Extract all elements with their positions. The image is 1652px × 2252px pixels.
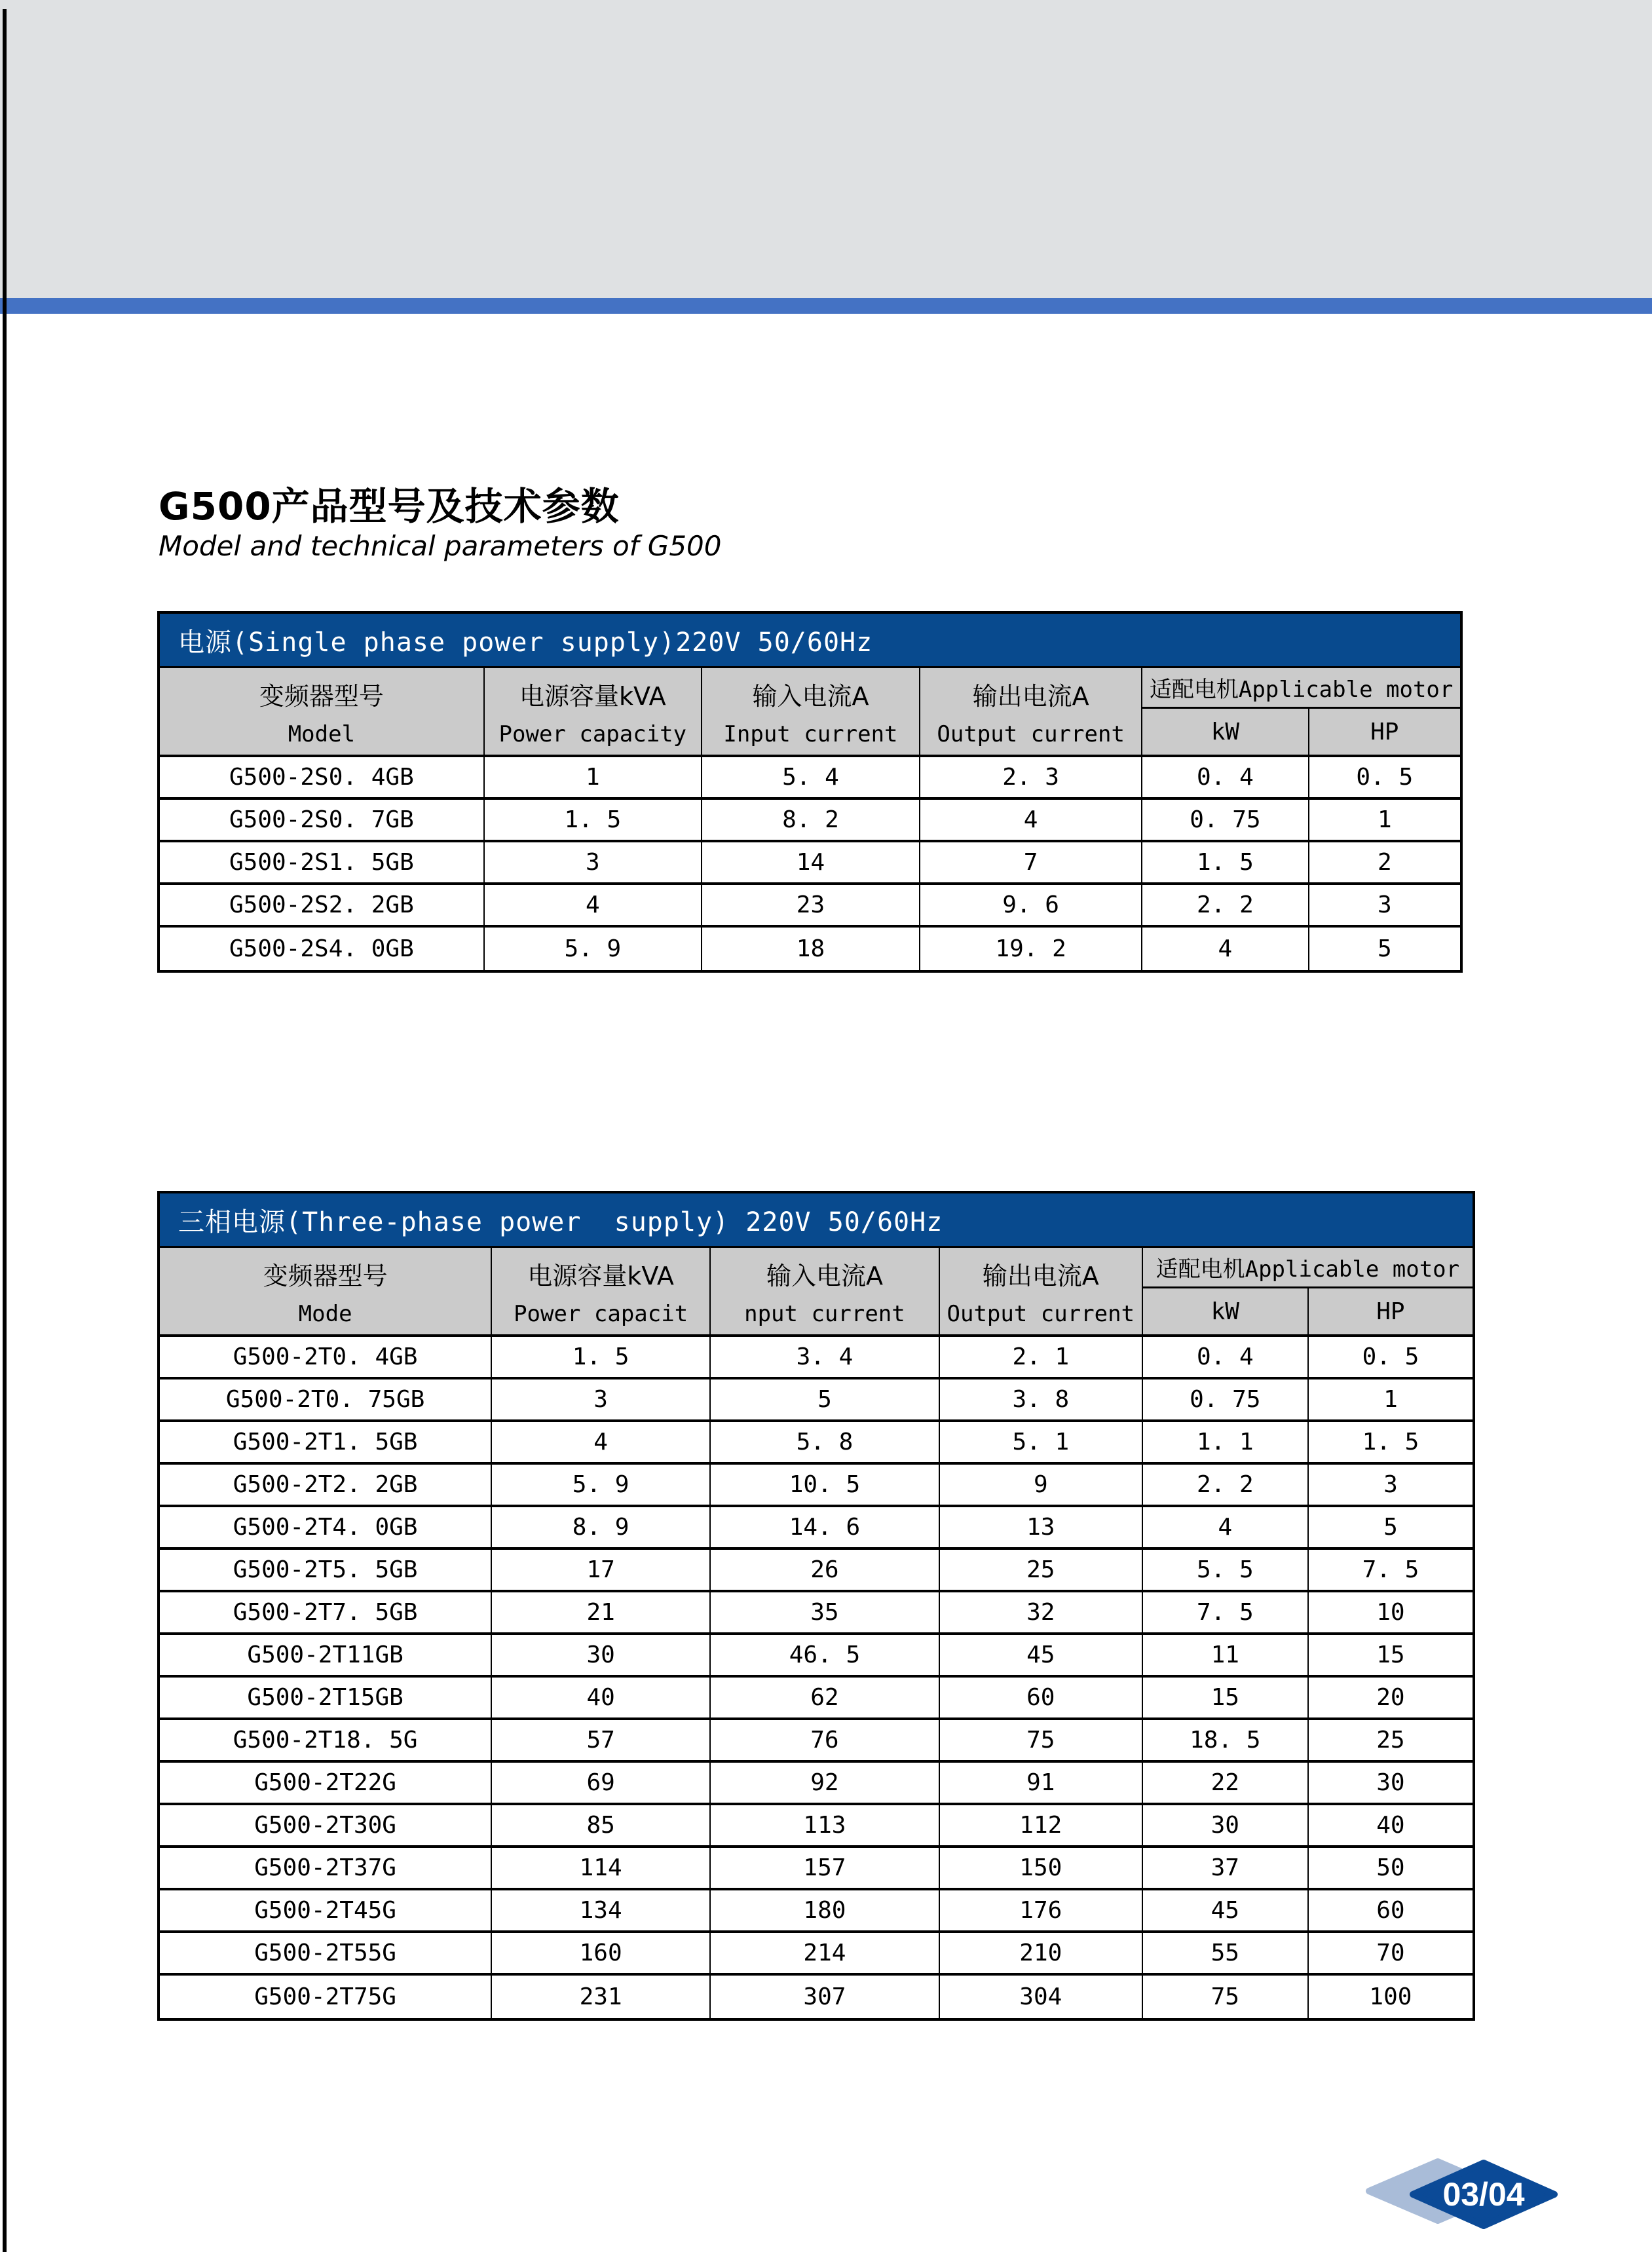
header-capacity-cn: 电源容量kVA — [519, 681, 666, 711]
table-cell: 150 — [940, 1848, 1143, 1888]
header-motor-units — [1143, 1288, 1473, 1334]
table-cell: G500-2T0. 4GB — [160, 1337, 492, 1377]
table-cell: 10. 5 — [711, 1465, 940, 1505]
header-capacity-en: Power capacit — [514, 1300, 688, 1327]
header-motor-units — [1142, 709, 1460, 755]
table-cell: 37 — [1143, 1848, 1309, 1888]
table-cell: 3. 4 — [711, 1337, 940, 1377]
table-cell: 21 — [492, 1592, 711, 1632]
table-cell: 307 — [711, 1976, 940, 2018]
table-cell: 3 — [1377, 891, 1392, 918]
table-cell: 5. 4 — [702, 757, 920, 797]
header-model-en: Model — [288, 721, 356, 747]
table-row — [160, 1337, 1473, 1379]
table-cell: 5. 9 — [485, 928, 702, 970]
table-cell: G500-2S4. 0GB — [160, 928, 485, 970]
table-cell: 15 — [1143, 1678, 1309, 1717]
table-cell: 60 — [940, 1678, 1143, 1717]
table-cell: 1 — [1383, 1386, 1398, 1413]
table-cell: 30 — [1376, 1769, 1405, 1796]
header-output-en: Output current — [947, 1300, 1135, 1327]
table-cell: 210 — [940, 1933, 1143, 1973]
single-phase-band: 电源(Single phase power supply)220V 50/60Hz — [160, 614, 1460, 666]
table-row — [160, 1465, 1473, 1507]
single-phase-header-row — [160, 666, 1460, 757]
table-cell: 231 — [492, 1976, 711, 2018]
table-cell: G500-2T11GB — [160, 1635, 492, 1675]
table-cell: 1. 5 — [485, 800, 702, 840]
header-motor-label: 适配电机Applicable motor — [1143, 1248, 1473, 1288]
table-cell: 9. 6 — [920, 885, 1142, 925]
table-cell: 57 — [492, 1720, 711, 1760]
table-cell: 5. 9 — [492, 1465, 711, 1505]
blue-divider-line — [0, 298, 1652, 314]
table-cell: 5 — [711, 1379, 940, 1419]
table-cell: 160 — [492, 1933, 711, 1973]
table-row — [160, 1890, 1473, 1933]
table-row — [160, 1805, 1473, 1848]
table-cell: 5. 5 — [1143, 1550, 1309, 1590]
header-hp: HP — [1376, 1298, 1405, 1325]
table-cell: 92 — [711, 1763, 940, 1803]
page-title: G500产品型号及技术参数 — [159, 484, 620, 529]
table-cell: 30 — [492, 1635, 711, 1675]
table-cell: G500-2S2. 2GB — [160, 885, 485, 925]
table-cell: G500-2T1. 5GB — [160, 1422, 492, 1462]
table-row — [160, 1592, 1473, 1635]
table-cell: 18 — [702, 928, 920, 970]
table-cell: G500-2T0. 75GB — [160, 1379, 492, 1419]
table-row — [160, 885, 1460, 928]
table-cell: 3 — [1383, 1471, 1398, 1498]
table-cell: 8. 2 — [702, 800, 920, 840]
table-cell: 69 — [492, 1763, 711, 1803]
three-phase-table — [157, 1191, 1475, 2021]
table-cell: 1 — [1377, 806, 1392, 833]
header-model-cn: 变频器型号 — [263, 1261, 388, 1290]
table-cell: 45 — [1143, 1890, 1309, 1930]
table-cell: 60 — [1376, 1897, 1405, 1924]
header-model-en: Mode — [298, 1300, 352, 1327]
header-hp: HP — [1370, 718, 1399, 745]
table-row — [160, 1379, 1473, 1422]
table-cell: 304 — [940, 1976, 1143, 2018]
table-cell: G500-2T45G — [160, 1890, 492, 1930]
table-row — [160, 800, 1460, 842]
table-cell: 17 — [492, 1550, 711, 1590]
header-kw: kW — [1142, 709, 1309, 755]
table-cell: 75 — [1143, 1976, 1309, 2018]
table-cell: G500-2S0. 7GB — [160, 800, 485, 840]
table-cell: G500-2T37G — [160, 1848, 492, 1888]
table-cell: 134 — [492, 1890, 711, 1930]
header-motor-label: 适配电机Applicable motor — [1142, 668, 1460, 709]
table-cell: 4 — [1142, 928, 1309, 970]
table-cell: 2. 3 — [920, 757, 1142, 797]
table-row — [160, 842, 1460, 885]
header-output-en: Output current — [937, 721, 1125, 747]
table-cell: 15 — [1376, 1642, 1405, 1668]
table-row — [160, 757, 1460, 800]
table-cell: 7. 5 — [1362, 1556, 1419, 1583]
table-cell: 4 — [920, 800, 1142, 840]
three-phase-header-row — [160, 1246, 1473, 1337]
table-cell: 18. 5 — [1143, 1720, 1309, 1760]
table-cell: 113 — [711, 1805, 940, 1845]
table-cell: 25 — [1376, 1727, 1405, 1754]
table-row — [160, 1550, 1473, 1592]
table-cell: 2 — [1377, 849, 1392, 876]
table-cell: 1. 1 — [1143, 1422, 1309, 1462]
table-cell: 4 — [1143, 1507, 1309, 1547]
table-cell: 0. 5 — [1362, 1343, 1419, 1370]
table-cell: G500-2T4. 0GB — [160, 1507, 492, 1547]
table-cell: 7 — [920, 842, 1142, 882]
page-subtitle: Model and technical parameters of G500 — [159, 529, 722, 562]
table-cell: 5 — [1377, 935, 1392, 962]
table-cell: 22 — [1143, 1763, 1309, 1803]
table-cell: 0. 4 — [1143, 1337, 1309, 1377]
header-applicable-motor — [1142, 668, 1460, 755]
table-row — [160, 1848, 1473, 1890]
table-cell: 157 — [711, 1848, 940, 1888]
table-cell: 9 — [940, 1465, 1143, 1505]
table-cell: G500-2T5. 5GB — [160, 1550, 492, 1590]
table-cell: G500-2T7. 5GB — [160, 1592, 492, 1632]
table-cell: 176 — [940, 1890, 1143, 1930]
table-cell: 4 — [492, 1422, 711, 1462]
page-number-text: 03/04 — [1442, 2176, 1525, 2213]
header-output-current — [940, 1248, 1143, 1334]
table-cell: 114 — [492, 1848, 711, 1888]
header-capacity-en: Power capacity — [498, 721, 687, 747]
table-cell: 1. 5 — [1142, 842, 1309, 882]
table-cell: G500-2T15GB — [160, 1678, 492, 1717]
table-cell: 1. 5 — [1362, 1429, 1419, 1455]
three-phase-band: 三相电源(Three-phase power supply) 220V 50/60Hz — [160, 1193, 1473, 1246]
table-cell: 8. 9 — [492, 1507, 711, 1547]
header-applicable-motor — [1143, 1248, 1473, 1334]
header-input-cn: 输入电流A — [766, 1261, 883, 1290]
table-cell: 91 — [940, 1763, 1143, 1803]
page-number-badge — [1346, 2158, 1569, 2231]
table-cell: 32 — [940, 1592, 1143, 1632]
header-model — [160, 1248, 492, 1334]
table-row — [160, 1678, 1473, 1720]
single-phase-table — [157, 611, 1463, 973]
header-input-current — [711, 1248, 940, 1334]
table-row — [160, 1422, 1473, 1465]
table-cell: 20 — [1376, 1684, 1405, 1711]
table-row — [160, 1635, 1473, 1678]
table-cell: 0. 75 — [1142, 800, 1309, 840]
table-cell: 40 — [1376, 1812, 1405, 1839]
header-capacity — [485, 668, 702, 755]
header-output-cn: 输出电流A — [982, 1261, 1099, 1290]
table-cell: 55 — [1143, 1933, 1309, 1973]
table-cell: 4 — [485, 885, 702, 925]
header-model-cn: 变频器型号 — [259, 681, 384, 711]
table-row — [160, 1720, 1473, 1763]
table-cell: 0. 4 — [1142, 757, 1309, 797]
header-input-en: Input current — [723, 721, 898, 747]
single-phase-rows — [160, 757, 1460, 970]
table-cell: 75 — [940, 1720, 1143, 1760]
table-cell: 62 — [711, 1678, 940, 1717]
table-cell: 2. 2 — [1143, 1465, 1309, 1505]
header-output-cn: 输出电流A — [972, 681, 1089, 711]
table-cell: 11 — [1143, 1635, 1309, 1675]
table-cell: 25 — [940, 1550, 1143, 1590]
table-cell: G500-2T75G — [160, 1976, 492, 2018]
table-cell: 85 — [492, 1805, 711, 1845]
table-row — [160, 928, 1460, 970]
table-cell: 5 — [1383, 1514, 1398, 1541]
table-cell: G500-2S0. 4GB — [160, 757, 485, 797]
table-cell: 2. 1 — [940, 1337, 1143, 1377]
header-capacity — [492, 1248, 711, 1334]
table-cell: 76 — [711, 1720, 940, 1760]
table-cell: 26 — [711, 1550, 940, 1590]
table-cell: G500-2T55G — [160, 1933, 492, 1973]
table-cell: G500-2T18. 5G — [160, 1720, 492, 1760]
table-cell: 5. 8 — [711, 1422, 940, 1462]
table-cell: 0. 5 — [1356, 764, 1414, 791]
table-cell: 2. 2 — [1142, 885, 1309, 925]
header-input-en: nput current — [744, 1300, 905, 1327]
header-input-cn: 输入电流A — [752, 681, 869, 711]
header-output-current — [920, 668, 1142, 755]
table-cell: 1 — [485, 757, 702, 797]
table-row — [160, 1507, 1473, 1550]
table-cell: 180 — [711, 1890, 940, 1930]
table-cell: 3 — [492, 1379, 711, 1419]
table-cell: 30 — [1143, 1805, 1309, 1845]
table-cell: G500-2T30G — [160, 1805, 492, 1845]
table-cell: 112 — [940, 1805, 1143, 1845]
table-cell: 14 — [702, 842, 920, 882]
table-cell: G500-2T22G — [160, 1763, 492, 1803]
table-row — [160, 1763, 1473, 1805]
table-cell: 3 — [485, 842, 702, 882]
table-cell: 40 — [492, 1678, 711, 1717]
header-model — [160, 668, 485, 755]
table-cell: G500-2T2. 2GB — [160, 1465, 492, 1505]
title-block — [159, 486, 721, 562]
table-cell: 23 — [702, 885, 920, 925]
header-input-current — [702, 668, 920, 755]
table-cell: 5. 1 — [940, 1422, 1143, 1462]
table-cell: 7. 5 — [1143, 1592, 1309, 1632]
table-row — [160, 1976, 1473, 2018]
table-cell: 1. 5 — [492, 1337, 711, 1377]
table-cell: 0. 75 — [1143, 1379, 1309, 1419]
header-capacity-cn: 电源容量kVA — [527, 1261, 674, 1290]
table-cell: 13 — [940, 1507, 1143, 1547]
table-row — [160, 1933, 1473, 1976]
table-cell: 35 — [711, 1592, 940, 1632]
table-cell: G500-2S1. 5GB — [160, 842, 485, 882]
table-cell: 19. 2 — [920, 928, 1142, 970]
left-margin-rule — [3, 9, 7, 2252]
table-cell: 3. 8 — [940, 1379, 1143, 1419]
table-cell: 50 — [1376, 1854, 1405, 1881]
table-cell: 14. 6 — [711, 1507, 940, 1547]
table-cell: 100 — [1369, 1983, 1412, 2010]
table-cell: 70 — [1376, 1940, 1405, 1966]
table-cell: 46. 5 — [711, 1635, 940, 1675]
top-banner — [0, 0, 1652, 298]
three-phase-rows — [160, 1337, 1473, 2018]
table-cell: 214 — [711, 1933, 940, 1973]
header-kw: kW — [1143, 1288, 1309, 1334]
table-cell: 10 — [1376, 1599, 1405, 1626]
table-cell: 45 — [940, 1635, 1143, 1675]
